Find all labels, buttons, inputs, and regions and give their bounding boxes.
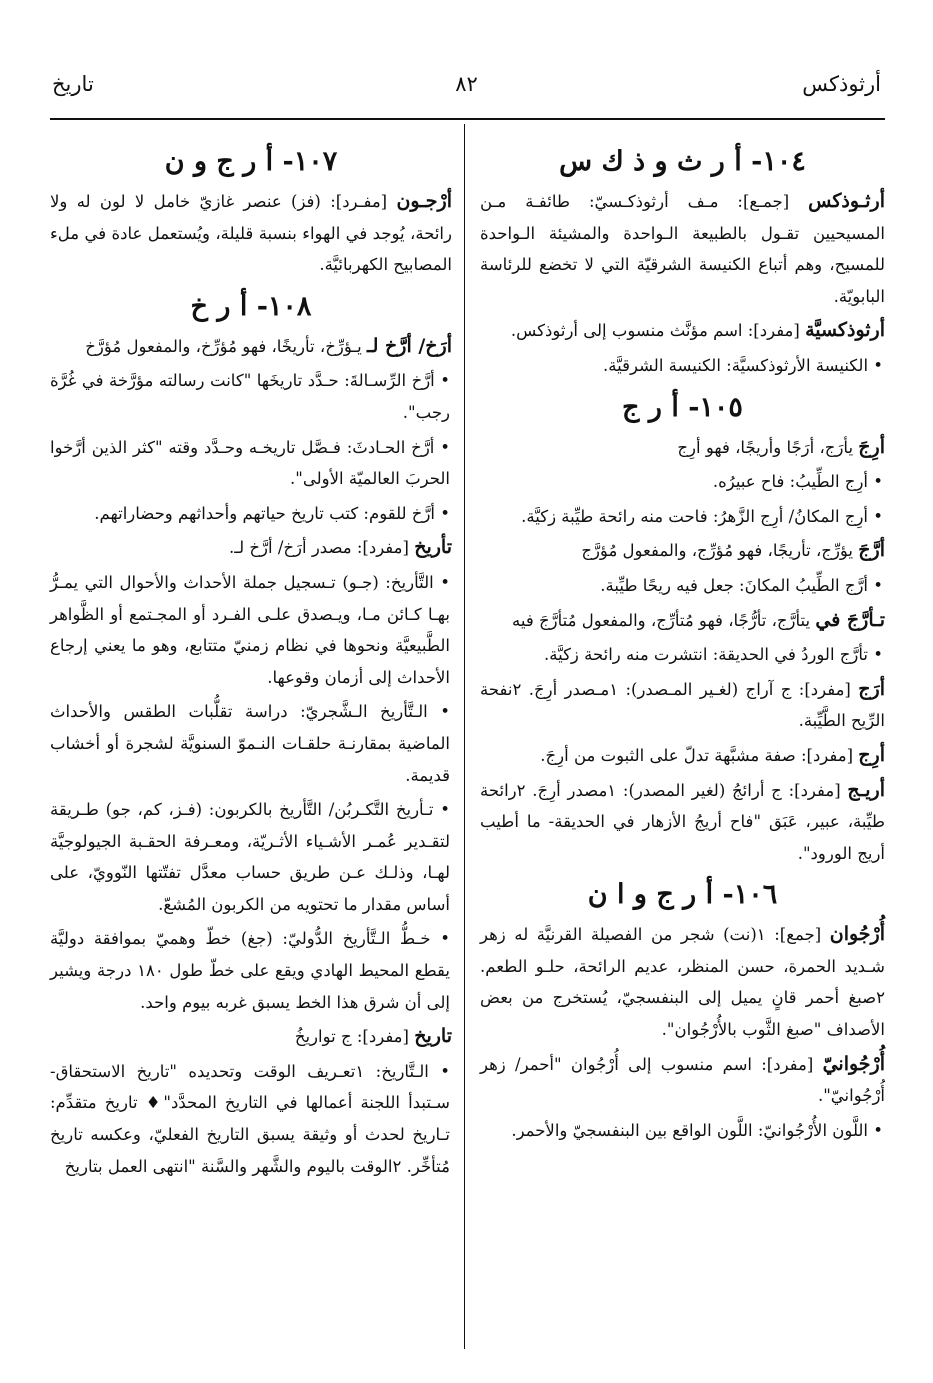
entry-headword: أرثوذكسيَّة	[805, 319, 885, 342]
usage-example: • خـطُّ الـتَّأريخ الدُّوليّ: (جغ) خطّ وهميّ بموافقة دوليَّة يقطع المحيط الهادي ويقع على خطّ طول ١٨٠ درجة ويشير إلى أن شرق هذا الخط يسبق غربه بيوم واحد.	[50, 929, 450, 1012]
dictionary-entry	[480, 775, 885, 870]
dictionary-entry	[50, 1021, 452, 1053]
column-divider	[464, 124, 465, 1349]
usage-example: • تأرَّج الوردُ في الحديقة: انتشرت منه رائحة زكيَّة.	[544, 645, 883, 665]
entry-definition: [مفرد]: اسم منسوب إلى أُرْجُوان "أحمر/ زهر أُرْجُوانيّ".	[480, 1054, 885, 1106]
entry-headword: أرْجـون	[396, 190, 452, 212]
dictionary-entry	[480, 740, 885, 772]
usage-example: • أرِج الطِّيبُ: فاح عبيرُه.	[712, 472, 883, 492]
dictionary-entry	[480, 186, 885, 312]
section-heading: ١٠٨- أ ر خ	[190, 290, 312, 322]
dictionary-entry	[480, 674, 885, 737]
entry-headword: أرثـوذكس	[808, 190, 885, 212]
entry-headword: أُرْجُوانيّ	[822, 1052, 885, 1075]
dictionary-entry	[50, 186, 452, 281]
entry-definition: [جمع]: ١(نت) شجر من الفصيلة القرنيَّة له زهر شـديد الحمرة، حسن المنظر، عديم الرائحة، حلـو الطعم. ٢صبغ أحمر قانٍ يميل إلى البنفسجيّ، يُستخرج من بعض الأصداف "صبغ الثَّوب بالأُرْجُوان".	[480, 925, 885, 1040]
dictionary-entry	[480, 919, 885, 1045]
usage-example: • التَّأريخ: (جـو) تـسجيل جملة الأحداث والأحوال التي يمـرُّ بهـا كـائن مـا، ويـصدق علـى الفـرد أو المجـتمع أو الظَّواهر الطَّبيعيَّة ونحوها في نظام زمنيّ متتابع، وهو ما يعني إرجاع الأحداث إلى أزمان وقوعها.	[50, 572, 450, 687]
section-heading: ١٠٧- أ ر ج و ن	[164, 146, 338, 177]
section-heading: ١٠٥- أ ر ج	[622, 391, 743, 423]
dictionary-entry	[480, 605, 885, 637]
entry-headword: أرِج	[858, 743, 885, 766]
dictionary-entry	[480, 432, 885, 464]
usage-example: • أرَّخ الحـادثَ: فـصَّل تاريخـه وحـدَّد وقته "كثر الذين أرَّخوا الحربَ العالميّة الأولى".	[50, 437, 450, 489]
section-heading: ١٠٦- أ ر ج و ا ن	[587, 879, 778, 911]
entry-definition: [مفرد]: ج آراج (لغـير المـصدر): ١مـصدر أرِجَ. ٢نفحة الرِّيح الطَّيِّبة.	[480, 679, 885, 731]
page-number: ٨٢	[455, 72, 478, 96]
usage-example: • الكنيسة الأرثوذكسيَّة: الكنيسة الشرقيَّة.	[603, 355, 883, 375]
dictionary-entry	[480, 315, 885, 347]
usage-example: • أرَّخ للقوم: كتب تاريخ حياتهم وأحداثهم وحضاراتهم.	[94, 503, 450, 523]
left-column	[50, 136, 452, 1185]
dictionary-entry	[480, 535, 885, 567]
entry-definition: [مفرد]: ج أرائجُ (لغير المصدر): ١مصدر أرِجَ. ٢رائحة طيِّبة، عبير، عَبَق "فاح أريجُ الأزهار في الحديقة- ما أطيب أريج الورود".	[480, 780, 885, 863]
entry-definition: [مفـرد]: (فز) عنصر غازيّ خامل لا لون له ولا رائحة، يُوجد في الهواء بنسبة قليلة، ويُستعمل عادة في ملء المصابيح الكهربائيَّة.	[50, 192, 452, 275]
entry-definition: [جمـع]: مـف أرثوذكـسيّ: طائفـة مـن المسيحيين تقـول بالطبيعة الـواحدة والمشيئة الـواحدة للمسيح، وهم أتباع الكنيسة الشرقيّة التي لا تخضع للرئاسة البابويّة.	[480, 192, 885, 306]
dictionary-entry	[50, 532, 452, 564]
entry-headword: تأريخ	[414, 536, 452, 559]
dictionary-entry	[50, 331, 452, 363]
header-guide-word-left: تاريخ	[52, 72, 94, 96]
entry-headword: أرِجَ	[858, 435, 885, 458]
entry-definition: [مفرد]: ج تواريخُ	[294, 1027, 415, 1047]
header-guide-word-right: أرثوذكس	[802, 72, 881, 96]
entry-headword: أريـج	[847, 778, 885, 801]
usage-example: • أرَّخ الرِّسـالةَ: حـدَّد تاريخَها "كانت رسالته مؤرَّخة في غُرَّة رجب".	[50, 371, 450, 422]
entry-definition: يؤرِّج، تأريجًا، فهو مُؤرِّج، والمفعول مُؤرَّج	[581, 541, 859, 561]
entry-definition: يـؤرِّخ، تأريخًا، فهو مُؤرِّخ، والمفعول مُؤرَّخ	[85, 336, 368, 356]
usage-example: • اللَّون الأُرْجُوانيّ: اللَّون الواقع بين البنفسجيّ والأحمر.	[511, 1120, 883, 1140]
usage-example: • الـتَّأريخ الـشَّجريّ: دراسة تقلُّبات الطقس والأحداث الماضية بمقارنـة حلقـات النـموّ السنويَّة لشجرة أو أخشاب قديمة.	[50, 702, 450, 785]
entry-definition: يأرَج، أرَجًا وأريجًا، فهو أرِج	[677, 437, 859, 457]
usage-example: • أرَّج الطِّيبُ المكانَ: جعل فيه ريحًا طيِّبة.	[600, 575, 883, 595]
entry-headword: أُرْجُوان	[829, 923, 885, 946]
entry-headword: أرَج	[858, 677, 885, 700]
entry-headword: تـأرَّجَ في	[815, 608, 885, 631]
header-rule	[50, 118, 885, 120]
entry-headword: أرَخ/ أرَّخ لـ	[367, 334, 452, 357]
section-heading: ١٠٤- أ ر ث و ذ ك س	[559, 146, 806, 177]
entry-headword: تاريخ	[414, 1025, 452, 1048]
entry-headword: أرَّجَ	[858, 539, 885, 562]
usage-example: • تـأريخ التَّكـربُن/ التَّأريخ بالكربون: (فـز، كم، جو) طـريقة لتقـدير عُمـر الأشـياء الأثـريّة، ومعـرفة الحقـبة الجيولوجيَّة لهـا، وذلـك عـن طريق حساب معدَّل تفتّتها النّوويّ، على أساس مقدار ما تحتويه من الكربون المُشعّ.	[50, 800, 450, 914]
entry-definition: يتأرَّج، تأرُّجًا، فهو مُتأرِّج، والمفعول مُتأرَّجَ فيه	[512, 610, 816, 630]
entry-definition: [مفرد]: مصدر أرَخ/ أرَّخ لـ.	[229, 538, 415, 558]
entry-definition: [مفرد]: صفة مشبَّهة تدلّ على الثبوت من أرِجَ.	[540, 745, 859, 765]
usage-example: • الـتَّاريخ: ١تعـريف الوقت وتحديده "تاريخ الاستحقاق- سـتبدأ اللجنة أعمالها في التاريخ المحدَّد"♦ تاريخ متقدِّم: تـاريخ لحدث أو وثيقة يسبق التاريخ الفعليّ، وعكسه تاريخ مُتأخِّر. ٢الوقت باليوم والشَّهر والسَّنة "انتهى العمل بتاريخ	[50, 1061, 450, 1176]
page-header	[52, 72, 881, 108]
entry-definition: [مفرد]: اسم مؤنَّث منسوب إلى أرثوذكس.	[510, 321, 806, 341]
usage-example: • أرِج المكانُ/ أرِج الزَّهرُ: فاحت منه رائحة طيِّبة زكيَّة.	[521, 506, 883, 526]
dictionary-entry	[480, 1049, 885, 1112]
right-column	[480, 136, 885, 1149]
